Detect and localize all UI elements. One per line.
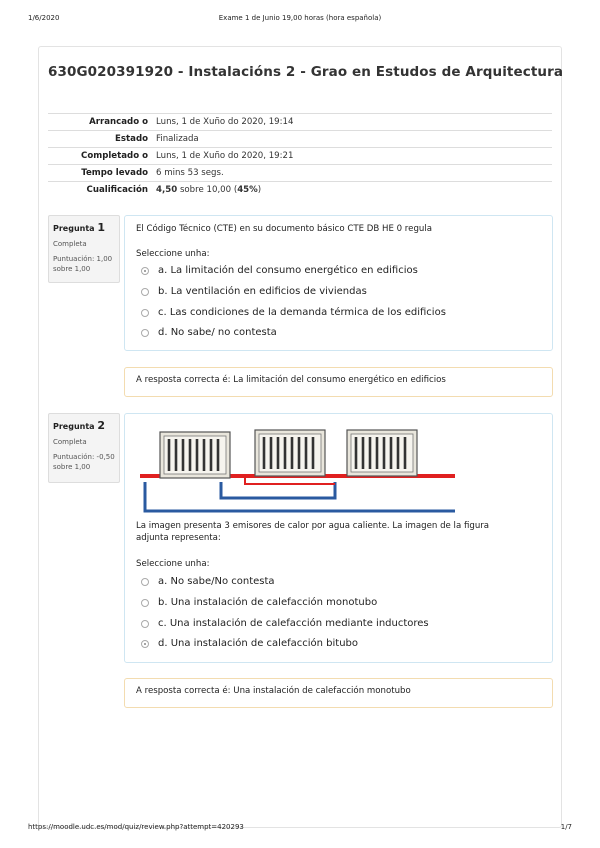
question-label: Pregunta [53,422,95,431]
attempt-summary-table [48,113,552,198]
answer-option[interactable] [141,576,275,587]
summary-value: Finalizada [152,131,552,148]
page-title: 630G020391920 - Instalacións 2 - Grao en Estudos de Arquitectura [48,64,564,80]
answer-option[interactable] [141,307,446,318]
question-state: Completa [53,438,87,446]
print-url: https://moodle.udc.es/mod/quiz/review.php?attempt=420293 [28,823,244,831]
question-2-info [48,413,120,483]
radio-icon[interactable] [141,288,149,296]
summary-label: Cualificación [48,182,152,199]
question-1-feedback: A resposta correcta é: La limitación del consumo energético en edificios [124,367,553,397]
question-index: 2 [97,419,106,432]
answer-option[interactable] [141,618,429,629]
radio-icon[interactable] [141,620,149,628]
radio-icon[interactable] [141,599,149,607]
summary-value: Luns, 1 de Xuño do 2020, 19:21 [152,148,552,165]
question-2-content [124,413,553,663]
option-label: a. No sabe/No contesta [158,576,275,587]
question-index: 1 [97,221,106,234]
summary-label: Completado o [48,148,152,165]
summary-label: Estado [48,131,152,148]
radiator-2 [255,430,325,476]
question-text: El Código Técnico (CTE) en su documento básico CTE DB HE 0 regula [136,224,432,234]
answer-option[interactable] [141,597,377,608]
radio-icon[interactable] [141,329,149,337]
radio-selected-icon[interactable] [141,640,149,648]
summary-value: 6 mins 53 segs. [152,165,552,182]
radio-icon[interactable] [141,309,149,317]
answer-option[interactable] [141,265,418,276]
grade-percent: 45% [237,185,258,195]
answer-prompt: Seleccione unha: [136,559,210,569]
question-1-info [48,215,120,283]
question-text: La imagen presenta 3 emisores de calor por agua caliente. La imagen de la figura adjunta representa: [136,521,490,544]
summary-row [48,131,552,148]
answer-prompt: Seleccione unha: [136,249,210,259]
radio-selected-icon[interactable] [141,267,149,275]
option-label: d. Una instalación de calefacción bitubo [158,638,359,649]
summary-row [48,182,552,199]
answer-option[interactable] [141,286,367,297]
question-state: Completa [53,240,87,248]
question-1-content [124,215,553,351]
option-label: b. Una instalación de calefacción monotubo [158,597,378,608]
radiator-3 [347,430,417,476]
question-label: Pregunta [53,224,95,233]
radiator-1 [160,432,230,478]
summary-label: Arrancado o [48,114,152,131]
answer-option[interactable] [141,638,358,649]
print-header-title: Exame 1 de Junio 19,00 horas (hora española) [218,14,382,22]
grade-out-of: sobre 10,00 ( [177,185,238,195]
answer-option[interactable] [141,327,277,338]
grade-score: 4,50 [156,185,178,195]
question-grade: Puntuación: -0,50 sobre 1,00 [53,453,115,472]
summary-row [48,148,552,165]
print-date: 1/6/2020 [28,14,60,22]
summary-row [48,165,552,182]
radio-icon[interactable] [141,578,149,586]
question-number [53,419,115,432]
option-label: b. La ventilación en edificios de viviendas [158,286,367,297]
question-number [53,221,115,234]
summary-label: Tempo levado [48,165,152,182]
option-label: a. La limitación del consumo energético en edificios [158,265,418,276]
summary-value: Luns, 1 de Xuño do 2020, 19:14 [152,114,552,131]
summary-row [48,114,552,131]
option-label: d. No sabe/ no contesta [158,327,277,338]
grade-value [152,182,552,199]
option-label: c. Una instalación de calefacción mediante inductores [158,618,429,629]
grade-close: ) [257,185,262,195]
page-number: 1/7 [560,823,572,831]
radiator-diagram [135,424,465,516]
question-2-feedback: A resposta correcta é: Una instalación de calefacción monotubo [124,678,553,708]
option-label: c. Las condiciones de la demanda térmica de los edificios [158,307,446,318]
question-grade: Puntuación: 1,00 sobre 1,00 [53,255,113,274]
